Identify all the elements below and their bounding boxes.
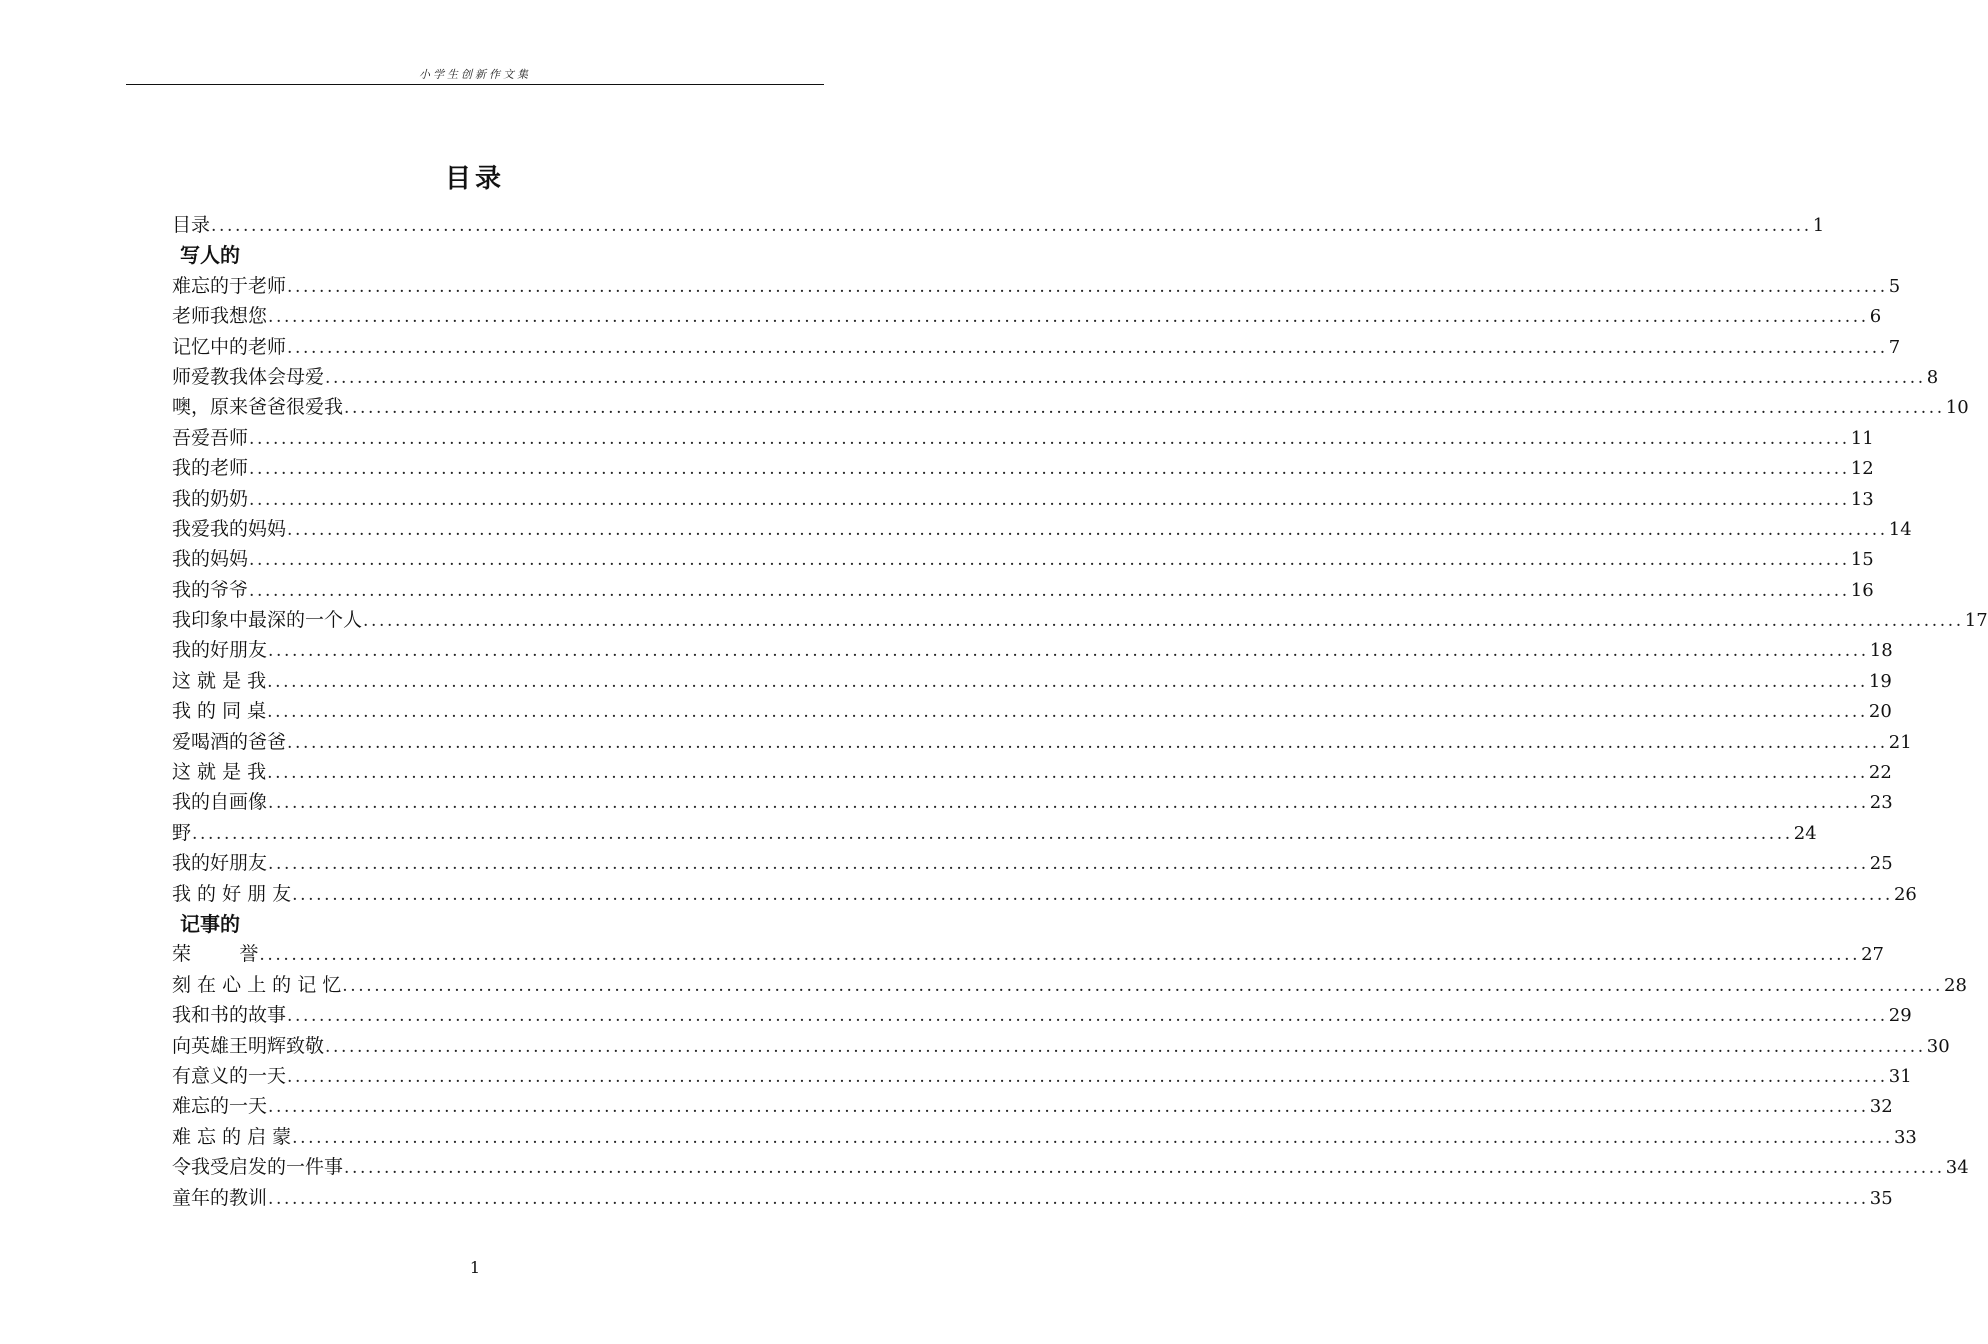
toc-leader-dots: ........................................................................................................................................................................................................	[287, 519, 1888, 540]
toc-entry-title: 童年的教训	[172, 1186, 268, 1209]
toc-leader-dots: ........................................................................................................................................................................................................	[287, 276, 1888, 297]
toc-page-number: 22	[1868, 762, 1892, 784]
header-rule	[126, 84, 824, 85]
toc-entry[interactable]	[172, 757, 1892, 787]
toc-page-number: 33	[1893, 1126, 1917, 1148]
toc-leader-dots: ........................................................................................................................................................................................................	[325, 1036, 1926, 1057]
toc-page-number: 25	[1869, 853, 1893, 875]
toc-entry-title: 我爱我的妈妈	[172, 517, 287, 540]
toc-leader-dots: ........................................................................................................................................................................................................	[344, 398, 1945, 419]
toc-entry[interactable]	[172, 392, 1969, 422]
toc-page-number: 28	[1944, 974, 1967, 996]
toc-leader-dots: ........................................................................................................................................................................................................	[249, 489, 1850, 510]
toc-page-number: 31	[1888, 1065, 1912, 1087]
toc-entry-title: 有意义的一天	[172, 1064, 287, 1087]
toc-entry-title: 我的自画像	[172, 791, 268, 814]
toc-section-heading	[172, 240, 824, 270]
toc-entry[interactable]	[172, 362, 1939, 392]
toc-entry-title: 难 忘 的 启 蒙	[172, 1125, 292, 1148]
toc-leader-dots: ........................................................................................................................................................................................................	[292, 884, 1893, 905]
toc-leader-dots: ........................................................................................................................................................................................................	[342, 975, 1944, 996]
toc-page-number: 14	[1888, 518, 1912, 540]
toc-leader-dots: ........................................................................................................................................................................................................	[292, 1127, 1893, 1148]
toc-entry-title: 我的奶奶	[172, 487, 249, 510]
toc-leader-dots: ........................................................................................................................................................................................................	[192, 823, 1793, 844]
toc-entry[interactable]	[172, 210, 1825, 240]
toc-page-number: 27	[1861, 944, 1884, 966]
toc-leader-dots: ........................................................................................................................................................................................................	[287, 1006, 1888, 1027]
toc-entry-title: 我和书的故事	[172, 1004, 287, 1027]
toc-page-number: 11	[1850, 427, 1874, 449]
toc-entry[interactable]	[172, 271, 1901, 301]
page-title: 目录	[444, 164, 505, 194]
toc-entry[interactable]	[172, 1152, 1969, 1182]
toc-entry[interactable]	[172, 1000, 1912, 1030]
toc-entry[interactable]	[172, 970, 1967, 1000]
toc-leader-dots: ........................................................................................................................................................................................................	[249, 459, 1850, 480]
toc-page-number: 1	[1812, 215, 1825, 236]
toc-leader-dots: ........................................................................................................................................................................................................	[267, 702, 1868, 723]
toc-entry[interactable]	[172, 696, 1892, 726]
toc-entry-title: 向英雄王明辉致敬	[172, 1034, 325, 1057]
toc-leader-dots: ........................................................................................................................................................................................................	[287, 337, 1888, 358]
toc-entry[interactable]	[172, 1031, 1950, 1061]
toc-page-number: 16	[1850, 579, 1874, 601]
toc-page-number: 35	[1869, 1187, 1893, 1209]
toc-leader-dots: ........................................................................................................................................................................................................	[259, 945, 1861, 966]
toc-entry-title: 我的妈妈	[172, 548, 249, 571]
toc-entry-title: 我的好朋友	[172, 852, 268, 875]
toc-entry-title: 难忘的一天	[172, 1095, 268, 1118]
toc-entry[interactable]	[172, 1183, 1893, 1213]
toc-entry[interactable]	[172, 818, 1817, 848]
toc-entry[interactable]	[172, 727, 1912, 757]
toc-leader-dots: ........................................................................................................................................................................................................	[287, 732, 1888, 753]
toc-entry[interactable]	[172, 484, 1874, 514]
toc-entry[interactable]	[172, 848, 1893, 878]
toc-leader-dots: ........................................................................................................................................................................................................	[267, 671, 1868, 692]
toc-entry-title: 野	[172, 821, 192, 844]
toc-leader-dots: ........................................................................................................................................................................................................	[268, 1188, 1869, 1209]
toc-entry-title: 我的老师	[172, 457, 249, 480]
toc-page-number: 15	[1850, 549, 1874, 571]
toc-leader-dots: ........................................................................................................................................................................................................	[267, 763, 1868, 784]
page-number: 1	[469, 1258, 481, 1277]
toc-leader-dots: ........................................................................................................................................................................................................	[249, 550, 1850, 571]
toc-section-heading	[172, 909, 824, 939]
toc-page-number: 23	[1869, 792, 1893, 814]
toc-entry[interactable]	[172, 879, 1917, 909]
toc-page-number: 21	[1888, 731, 1912, 753]
toc-page-number: 32	[1869, 1096, 1893, 1118]
toc-section-label: 记事的	[180, 911, 240, 936]
toc-entry[interactable]	[172, 544, 1874, 574]
toc-page-number: 26	[1893, 883, 1917, 905]
toc-leader-dots: ........................................................................................................................................................................................................	[249, 580, 1850, 601]
toc-entry[interactable]	[172, 787, 1893, 817]
toc-leader-dots: ........................................................................................................................................................................................................	[287, 1066, 1888, 1087]
toc-entry[interactable]	[172, 939, 1884, 969]
toc-entry[interactable]	[172, 666, 1892, 696]
toc-page-number: 17	[1964, 610, 1988, 632]
toc-entry[interactable]	[172, 301, 1882, 331]
toc-entry[interactable]	[172, 423, 1874, 453]
toc-page-number: 24	[1793, 822, 1817, 844]
toc-entry-title: 我的爷爷	[172, 578, 249, 601]
running-header: 小学生创新作文集	[419, 68, 531, 81]
toc-page-number: 7	[1888, 336, 1901, 358]
toc-entry[interactable]	[172, 453, 1874, 483]
toc-page-number: 12	[1850, 458, 1874, 480]
toc-page-number: 20	[1868, 701, 1892, 723]
toc-entry[interactable]	[172, 605, 1988, 635]
toc-entry[interactable]	[172, 635, 1893, 665]
toc-entry-title: 我 的 好 朋 友	[172, 882, 292, 905]
toc-page-number: 19	[1868, 670, 1892, 692]
toc-entry-title: 难忘的于老师	[172, 274, 287, 297]
toc-leader-dots: ........................................................................................................................................................................................................	[268, 854, 1869, 875]
toc-entry[interactable]	[172, 1061, 1912, 1091]
toc-leader-dots: ........................................................................................................................................................................................................	[344, 1158, 1945, 1179]
toc-entry-title: 记忆中的老师	[172, 335, 287, 358]
toc-leader-dots: ........................................................................................................................................................................................................	[268, 641, 1869, 662]
toc-entry-title: 目录	[172, 214, 211, 236]
toc-leader-dots: ........................................................................................................................................................................................................	[249, 428, 1850, 449]
toc-entry-title: 这 就 是 我	[172, 669, 267, 692]
toc-entry[interactable]	[172, 1122, 1917, 1152]
toc-section-label: 写人的	[180, 243, 240, 268]
toc-entry-title: 我 的 同 桌	[172, 700, 267, 723]
toc-entry-title: 老师我想您	[172, 305, 268, 328]
toc-leader-dots: ........................................................................................................................................................................................................	[268, 1097, 1869, 1118]
toc-leader-dots: ........................................................................................................................................................................................................	[268, 307, 1869, 328]
table-of-contents	[172, 210, 1988, 1213]
toc-entry-title: 吾爱吾师	[172, 426, 249, 449]
toc-leader-dots: ........................................................................................................................................................................................................	[268, 793, 1869, 814]
toc-entry-title: 荣 誉	[172, 943, 259, 966]
toc-page-number: 5	[1888, 275, 1901, 297]
toc-page-number: 29	[1888, 1005, 1912, 1027]
toc-page-number: 18	[1869, 640, 1893, 662]
toc-page-number: 10	[1945, 397, 1969, 419]
toc-entry-title: 这 就 是 我	[172, 761, 267, 784]
toc-entry-title: 令我受启发的一件事	[172, 1156, 344, 1179]
toc-entry[interactable]	[172, 514, 1912, 544]
toc-entry[interactable]	[172, 575, 1874, 605]
toc-leader-dots: ........................................................................................................................................................................................................	[363, 611, 1964, 632]
toc-entry-title: 刻 在 心 上 的 记 忆	[172, 973, 342, 996]
toc-leader-dots: ........................................................................................................................................................................................................	[211, 216, 1812, 236]
toc-leader-dots: ........................................................................................................................................................................................................	[325, 367, 1926, 388]
toc-entry-title: 噢，原来爸爸很爱我	[172, 396, 344, 419]
toc-page-number: 13	[1850, 488, 1874, 510]
toc-page-number: 6	[1869, 306, 1882, 328]
toc-entry-title: 爱喝酒的爸爸	[172, 730, 287, 753]
toc-entry-title: 我的好朋友	[172, 639, 268, 662]
toc-page-number: 34	[1945, 1157, 1969, 1179]
toc-page-number: 30	[1926, 1035, 1950, 1057]
toc-page-number: 8	[1926, 366, 1939, 388]
toc-entry-title: 我印象中最深的一个人	[172, 609, 363, 632]
toc-entry-title: 师爱教我体会母爱	[172, 365, 325, 388]
toc-entry[interactable]	[172, 332, 1901, 362]
toc-entry[interactable]	[172, 1091, 1893, 1121]
